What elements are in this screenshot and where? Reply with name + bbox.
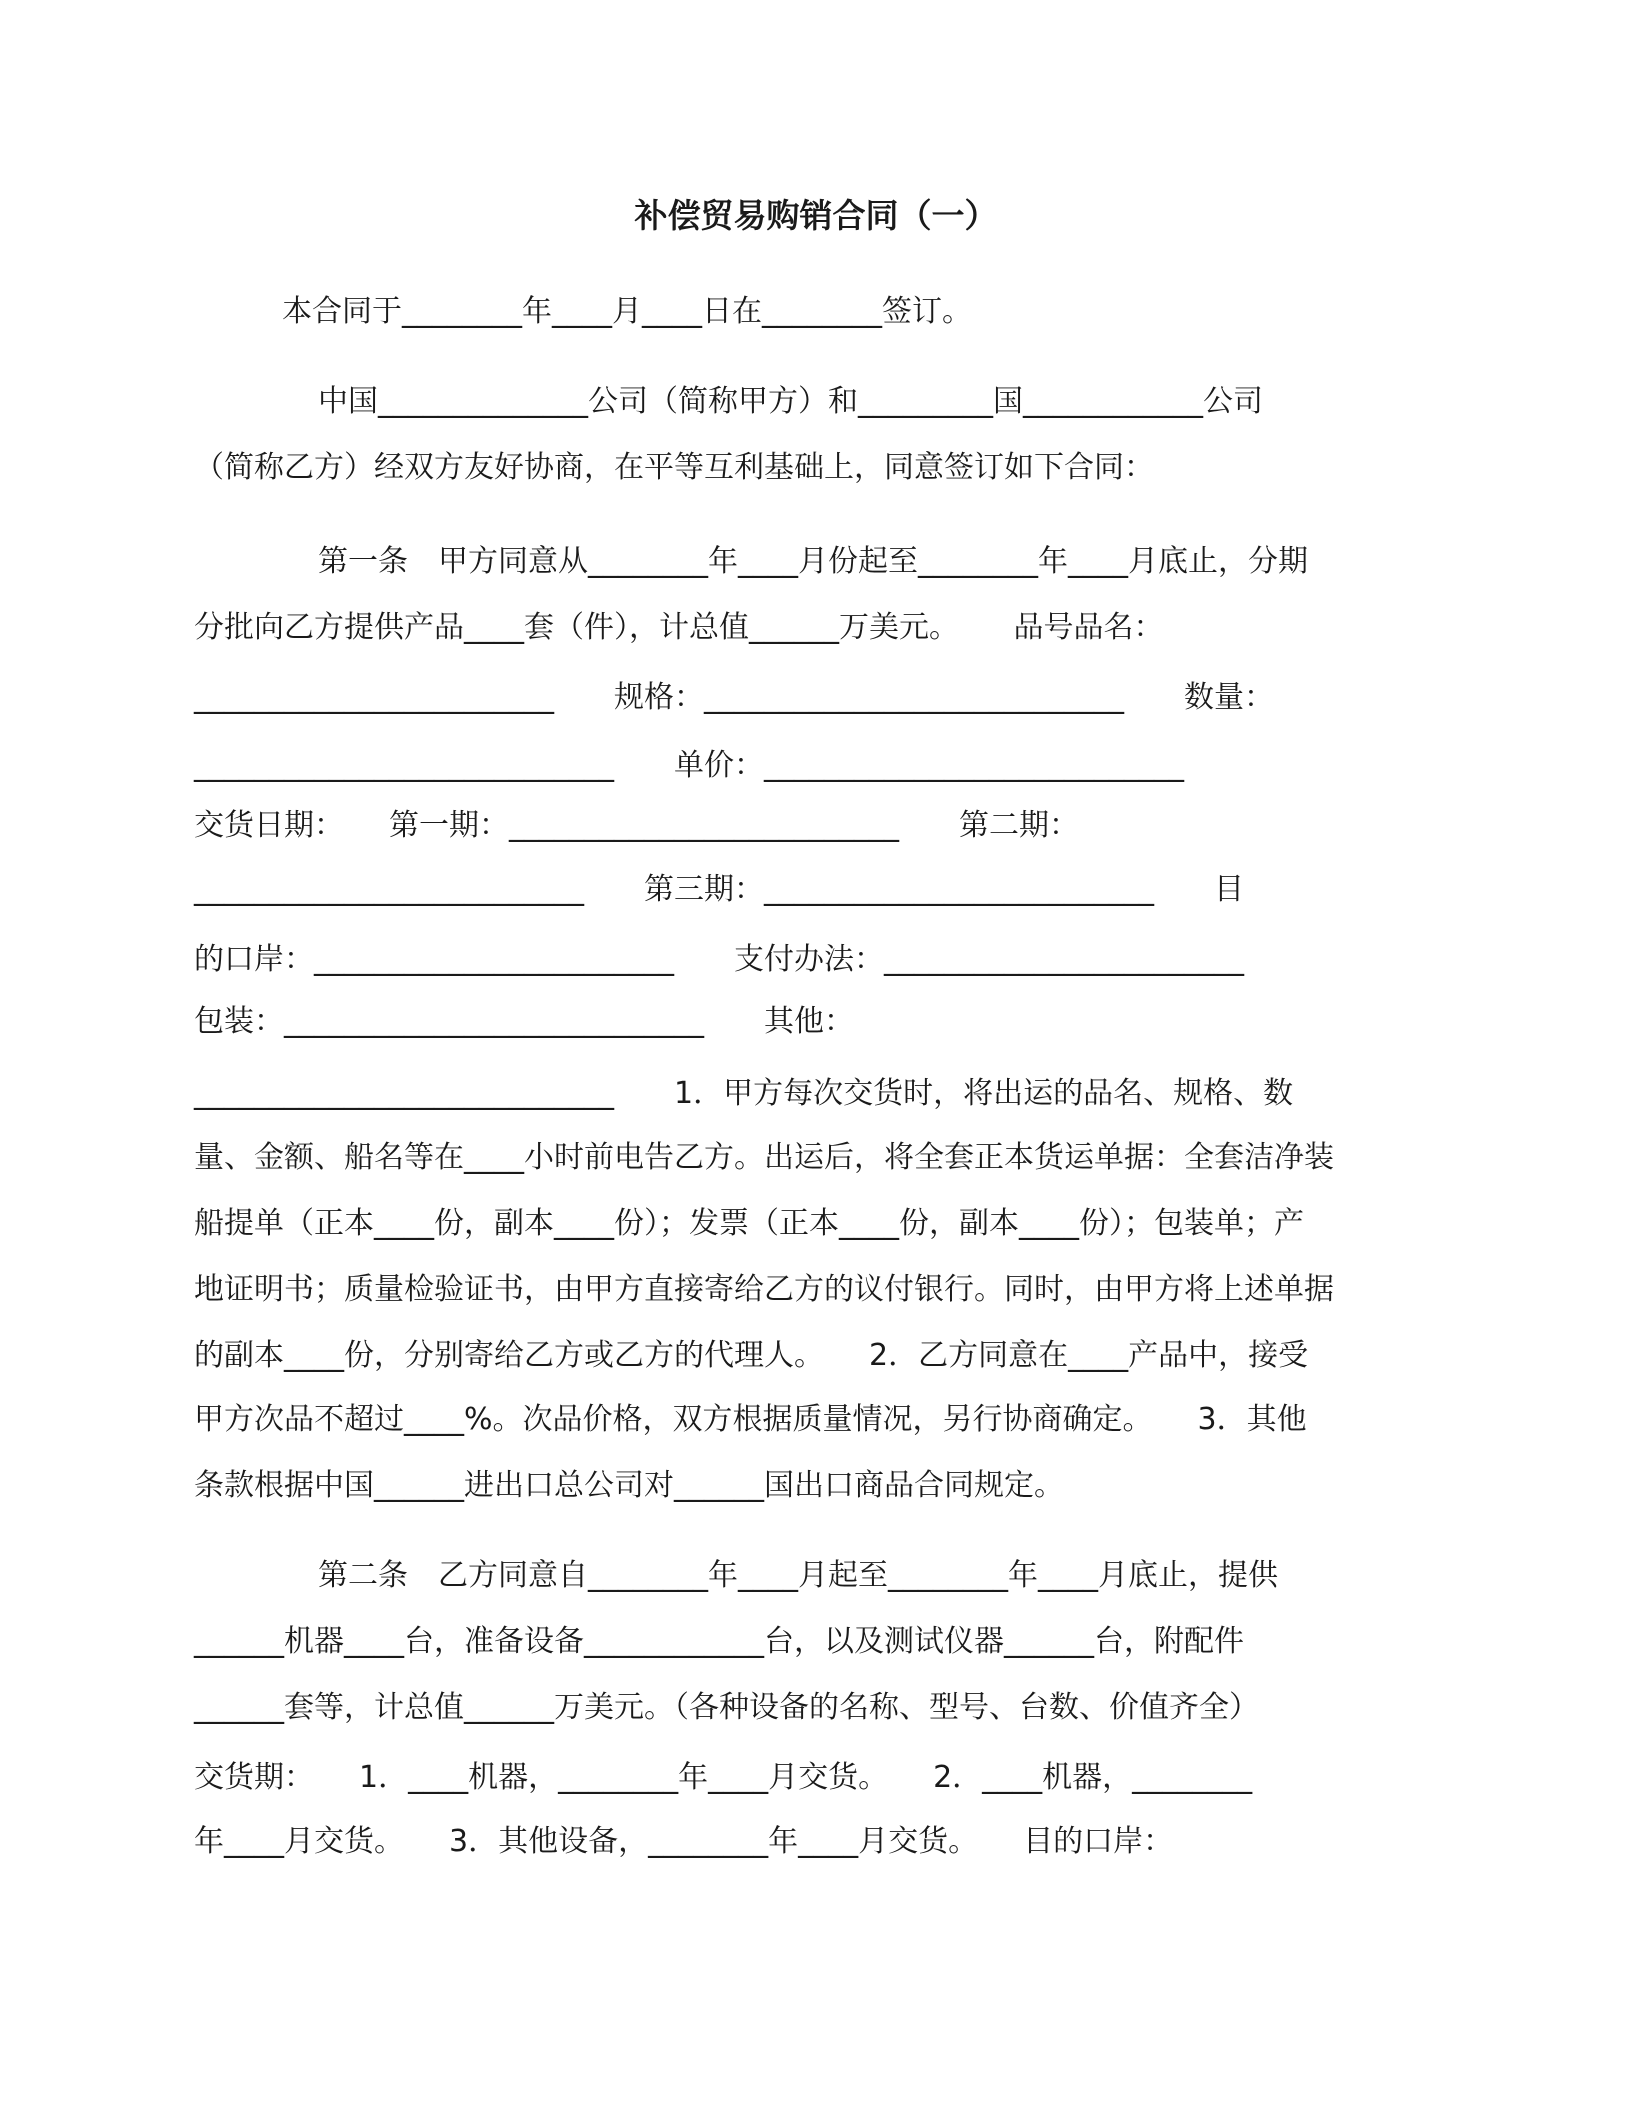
paragraph-parties-line-1: 中国______________公司（简称甲方）和_________国____________公司: [318, 384, 1263, 419]
article-2-line-5: 年____月交货。 3．其他设备，________年____月交货。 目的口岸：: [194, 1824, 1174, 1859]
paragraph-parties-line-2: （简称乙方）经双方友好协商，在平等互利基础上，同意签订如下合同：: [194, 450, 1154, 485]
article-1-line-9: ____________________________ 1．甲方每次交货时，将出运的品名、规格、数: [194, 1076, 1294, 1111]
article-2-line-4: 交货期： 1．____机器，________年____月交货。 2．____机器，________: [194, 1760, 1253, 1795]
article-1-line-5: 交货日期： 第一期：__________________________ 第二期：: [194, 808, 1079, 843]
article-1-line-6: __________________________ 第三期：__________________________ 目: [194, 872, 1244, 907]
article-2-line-2: ______机器____台，准备设备____________台，以及测试仪器______台，附配件: [194, 1624, 1244, 1659]
article-1-line-12: 地证明书；质量检验证书，由甲方直接寄给乙方的议付银行。同时，由甲方将上述单据: [194, 1272, 1334, 1307]
document-title: 补偿贸易购销合同（一）: [634, 196, 998, 235]
article-1-line-10: 量、金额、船名等在____小时前电告乙方。出运后，将全套正本货运单据：全套洁净装: [194, 1140, 1334, 1175]
article-1-line-2: 分批向乙方提供产品____套（件），计总值______万美元。 品号品名：: [194, 610, 1164, 645]
paragraph-signing-date: 本合同于________年____月____日在________签订。: [282, 294, 972, 329]
article-1-line-7: 的口岸：________________________ 支付办法：________________________: [194, 942, 1244, 977]
article-1-line-1: 第一条 甲方同意从________年____月份起至________年____月底止，分期: [318, 544, 1308, 579]
article-1-line-15: 条款根据中国______进出口总公司对______国出口商品合同规定。: [194, 1468, 1064, 1503]
article-1-line-13: 的副本____份，分别寄给乙方或乙方的代理人。 2．乙方同意在____产品中，接受: [194, 1338, 1309, 1373]
article-1-line-3: ________________________ 规格：____________________________ 数量：: [194, 680, 1274, 715]
article-1-line-14: 甲方次品不超过____%。次品价格，双方根据质量情况，另行协商确定。 3．其他: [194, 1402, 1307, 1437]
article-1-line-11: 船提单（正本____份，副本____份）；发票（正本____份，副本____份）；包装单；产: [194, 1206, 1304, 1241]
article-2-line-3: ______套等，计总值______万美元。（各种设备的名称、型号、台数、价值齐全）: [194, 1690, 1259, 1725]
article-1-line-8: 包装：____________________________ 其他：: [194, 1004, 854, 1039]
article-2-line-1: 第二条 乙方同意自________年____月起至________年____月底止，提供: [318, 1558, 1278, 1593]
article-1-line-4: ____________________________ 单价：____________________________: [194, 748, 1184, 783]
